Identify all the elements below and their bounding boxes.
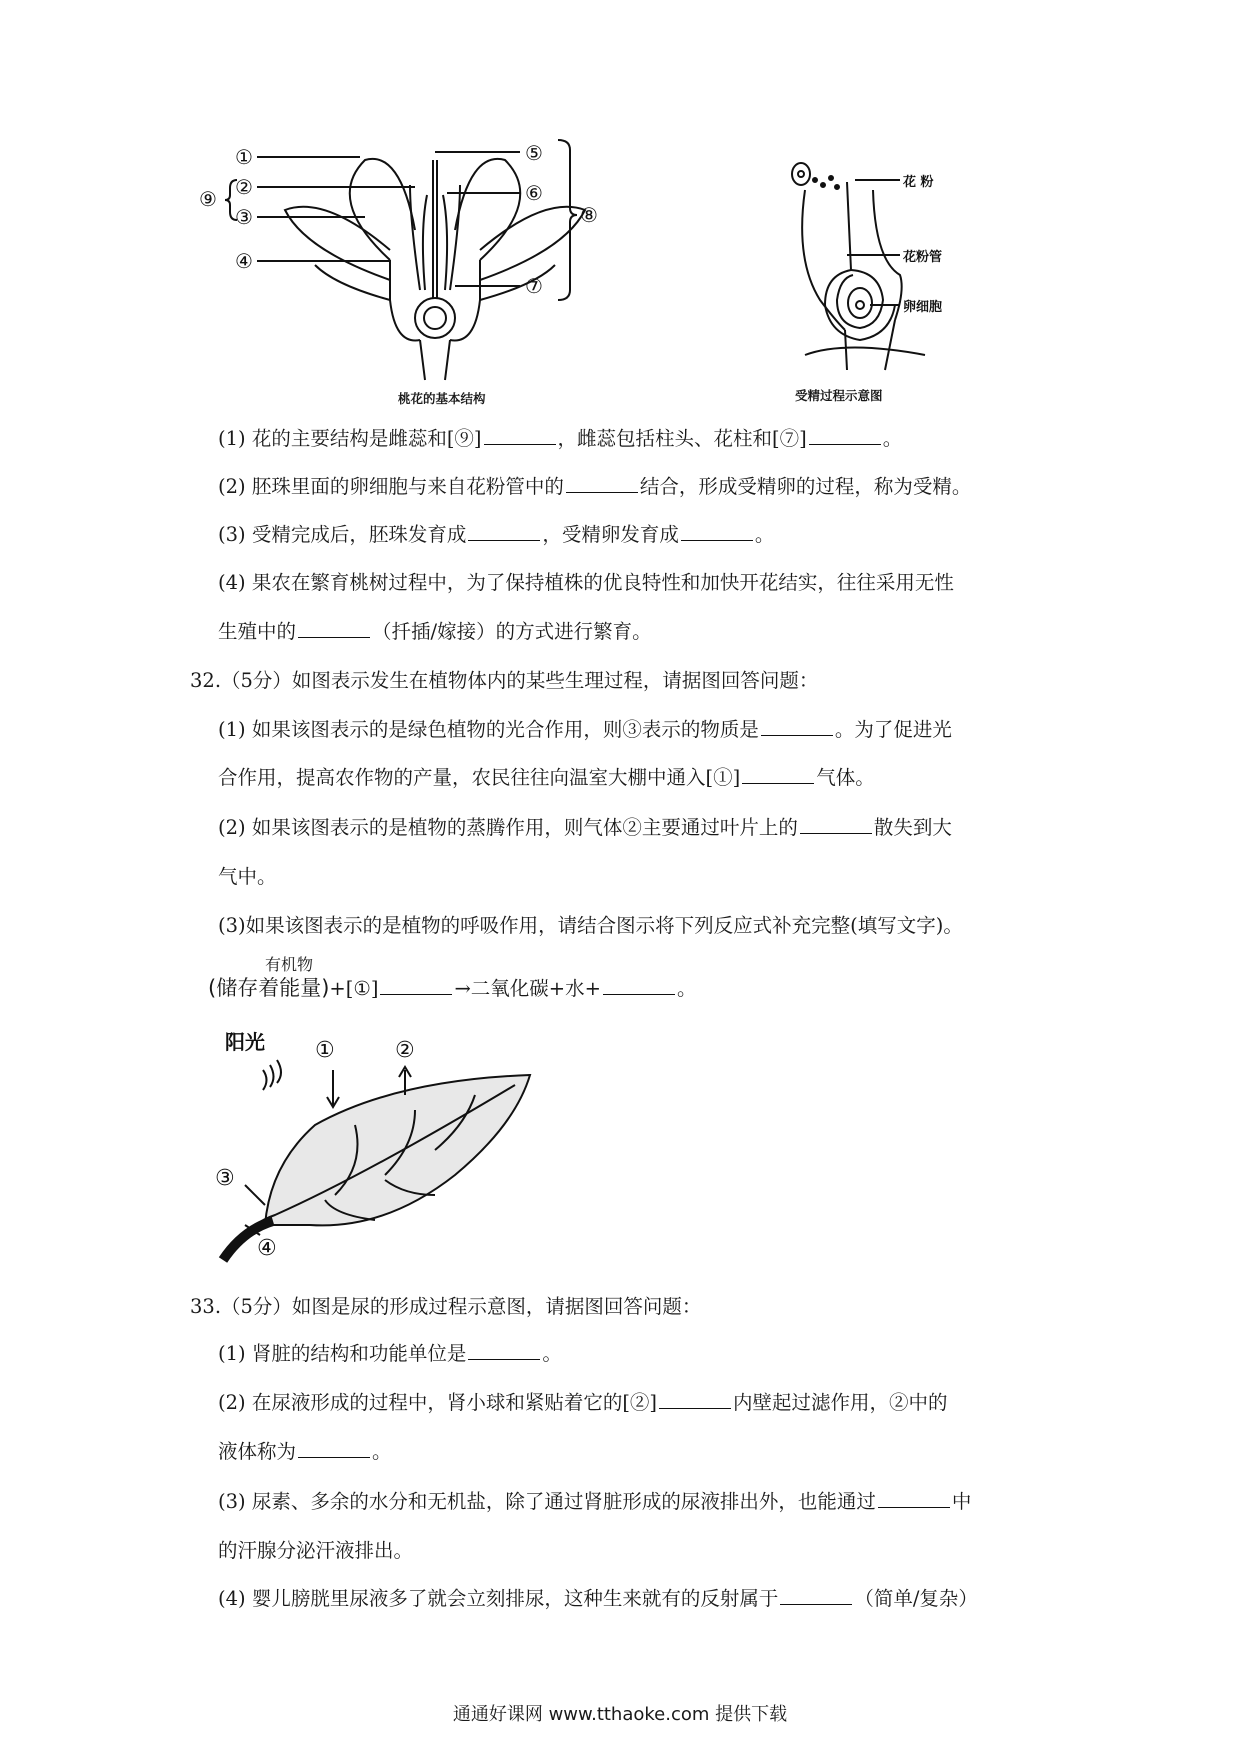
q33-p1-text-b: 。 [542, 1342, 562, 1365]
q32-part2-line1 [218, 815, 952, 841]
flower-label-5: ⑤ [525, 141, 543, 165]
leaf-label-4: ④ [257, 1236, 277, 1261]
q31-p1-text-b: ，雌蕊包括柱头、花柱和[⑦] [557, 427, 807, 450]
q33-p2-text-c: 液体称为 [218, 1440, 297, 1463]
answer-blank[interactable] [298, 619, 370, 638]
equation-organic-matter: 有机物 [265, 955, 314, 974]
q33-p3-text-b: 中 [951, 1490, 972, 1513]
q33-p2-text-a: (2) 在尿液形成的过程中，肾小球和紧贴着它的[②] [218, 1391, 658, 1414]
flower-label-9: ⑨ [199, 187, 217, 211]
flower-label-8: ⑧ [580, 203, 598, 227]
q33-p1-text-a: (1) 肾脏的结构和功能单位是 [218, 1342, 467, 1365]
q33-p3-text-a: (3) 尿素、多余的水分和无机盐，除了通过肾脏形成的尿液排出外，也能通过 [218, 1490, 876, 1513]
q33-p2-text-b: 内壁起过滤作用，②中的 [733, 1391, 948, 1414]
q32-p1-text-c: 合作用，提高农作物的产量，农民往往向温室大棚中通入[①] [218, 766, 741, 789]
sunlight-label: 阳光 [225, 1030, 265, 1054]
q31-p1-text-c: 。 [882, 427, 903, 450]
answer-blank[interactable] [742, 765, 814, 784]
fertilization-caption: 受精过程示意图 [795, 388, 883, 403]
flower-label-3: ③ [235, 205, 253, 229]
fertilization-diagram [785, 160, 985, 380]
q31-part4-line1: (4) 果农在繁育桃树过程中，为了保持植株的优良特性和加快开花结实，往往采用无性 [218, 571, 954, 594]
answer-blank[interactable] [566, 474, 638, 493]
flower-label-6: ⑥ [525, 181, 543, 205]
q33-title: 33.（5分）如图是尿的形成过程示意图，请据图回答问题： [190, 1295, 702, 1318]
q31-p4-text-b: 生殖中的 [218, 620, 297, 643]
answer-blank[interactable] [468, 1341, 540, 1360]
leaf-label-1: ① [315, 1038, 335, 1063]
eq-plus-1: +[①] [329, 977, 379, 1000]
q31-p2-text-a: (2) 胚珠里面的卵细胞与来自花粉管中的 [218, 475, 564, 498]
q33-part3-line1 [218, 1489, 971, 1515]
q33-part2-line1 [218, 1390, 948, 1416]
q32-p2-text-a: (2) 如果该图表示的是植物的蒸腾作用，则气体②主要通过叶片上的 [218, 816, 798, 839]
answer-blank[interactable] [780, 1586, 852, 1605]
flower-caption: 桃花的基本结构 [398, 391, 486, 406]
q32-part3: (3)如果该图表示的是植物的呼吸作用，请结合图示将下列反应式补充完整(填写文字)。 [218, 914, 963, 937]
q33-part1 [218, 1341, 562, 1367]
q31-p3-text-c: 。 [754, 523, 775, 546]
q31-part2 [218, 474, 971, 500]
eq-arrow-products: →二氧化碳+水+ [454, 977, 601, 1000]
peach-flower-diagram [199, 140, 635, 415]
eq-period: 。 [676, 977, 697, 1000]
q33-p4-text-a: (4) 婴儿膀胱里尿液多了就会立刻排尿，这种生来就有的反射属于 [218, 1587, 779, 1610]
answer-blank[interactable] [761, 717, 833, 736]
leaf-label-3: ③ [215, 1166, 235, 1191]
q31-p3-text-b: ，受精卵发育成 [542, 523, 679, 546]
answer-blank[interactable] [681, 522, 753, 541]
q31-p3-text-a: (3) 受精完成后，胚珠发育成 [218, 523, 467, 546]
leaf-label-2: ② [395, 1038, 415, 1063]
q31-p4-text-c: （扦插/嫁接）的方式进行繁育。 [372, 620, 652, 643]
flower-label-1: ① [235, 145, 253, 169]
q32-part2-line2: 气中。 [218, 865, 277, 888]
answer-blank[interactable] [468, 522, 540, 541]
flower-label-4: ④ [235, 249, 253, 273]
q33-p4-text-b: （简单/复杂） [854, 1587, 978, 1610]
q32-part1-line2 [218, 765, 875, 791]
q32-p1-text-b: 。为了促进光 [834, 718, 952, 741]
q31-p2-text-b: 结合，形成受精卵的过程，称为受精。 [639, 475, 972, 498]
fert-label-pollen: 花 粉 [903, 175, 934, 190]
q32-p1-text-d: 气体。 [816, 766, 875, 789]
q33-p2-text-d: 。 [372, 1440, 392, 1463]
q31-part3 [218, 522, 774, 548]
respiration-equation [208, 975, 696, 1002]
leaf-diagram [215, 1025, 545, 1265]
flower-label-7: ⑦ [525, 274, 543, 298]
answer-blank[interactable] [484, 426, 556, 445]
answer-blank[interactable] [809, 426, 881, 445]
q32-title: 32.（5分）如图表示发生在植物体内的某些生理过程，请据图回答问题： [190, 669, 819, 692]
q33-part3-line2: 的汗腺分泌汗液排出。 [218, 1539, 414, 1562]
q31-part4-line2 [218, 619, 652, 645]
answer-blank[interactable] [380, 976, 452, 995]
answer-blank[interactable] [659, 1390, 731, 1409]
answer-blank[interactable] [800, 815, 872, 834]
q31-p1-text-a: (1) 花的主要结构是雌蕊和[⑨] [218, 427, 482, 450]
fert-label-pollen-tube: 花粉管 [903, 250, 943, 265]
fert-label-egg-cell: 卵细胞 [903, 300, 943, 315]
q33-part4 [218, 1586, 978, 1612]
answer-blank[interactable] [603, 976, 675, 995]
q32-p1-text-a: (1) 如果该图表示的是绿色植物的光合作用，则③表示的物质是 [218, 718, 759, 741]
q32-p2-text-b: 散失到大 [873, 816, 952, 839]
q32-part1-line1 [218, 717, 952, 743]
answer-blank[interactable] [298, 1439, 370, 1458]
page-footer: 通通好课网 www.tthaoke.com 提供下载 [452, 1704, 788, 1725]
eq-stored-energy: (储存着能量) [208, 976, 330, 1000]
q33-part2-line2 [218, 1439, 392, 1465]
q31-part1 [218, 426, 902, 452]
answer-blank[interactable] [878, 1489, 950, 1508]
flower-label-2: ② [235, 175, 253, 199]
